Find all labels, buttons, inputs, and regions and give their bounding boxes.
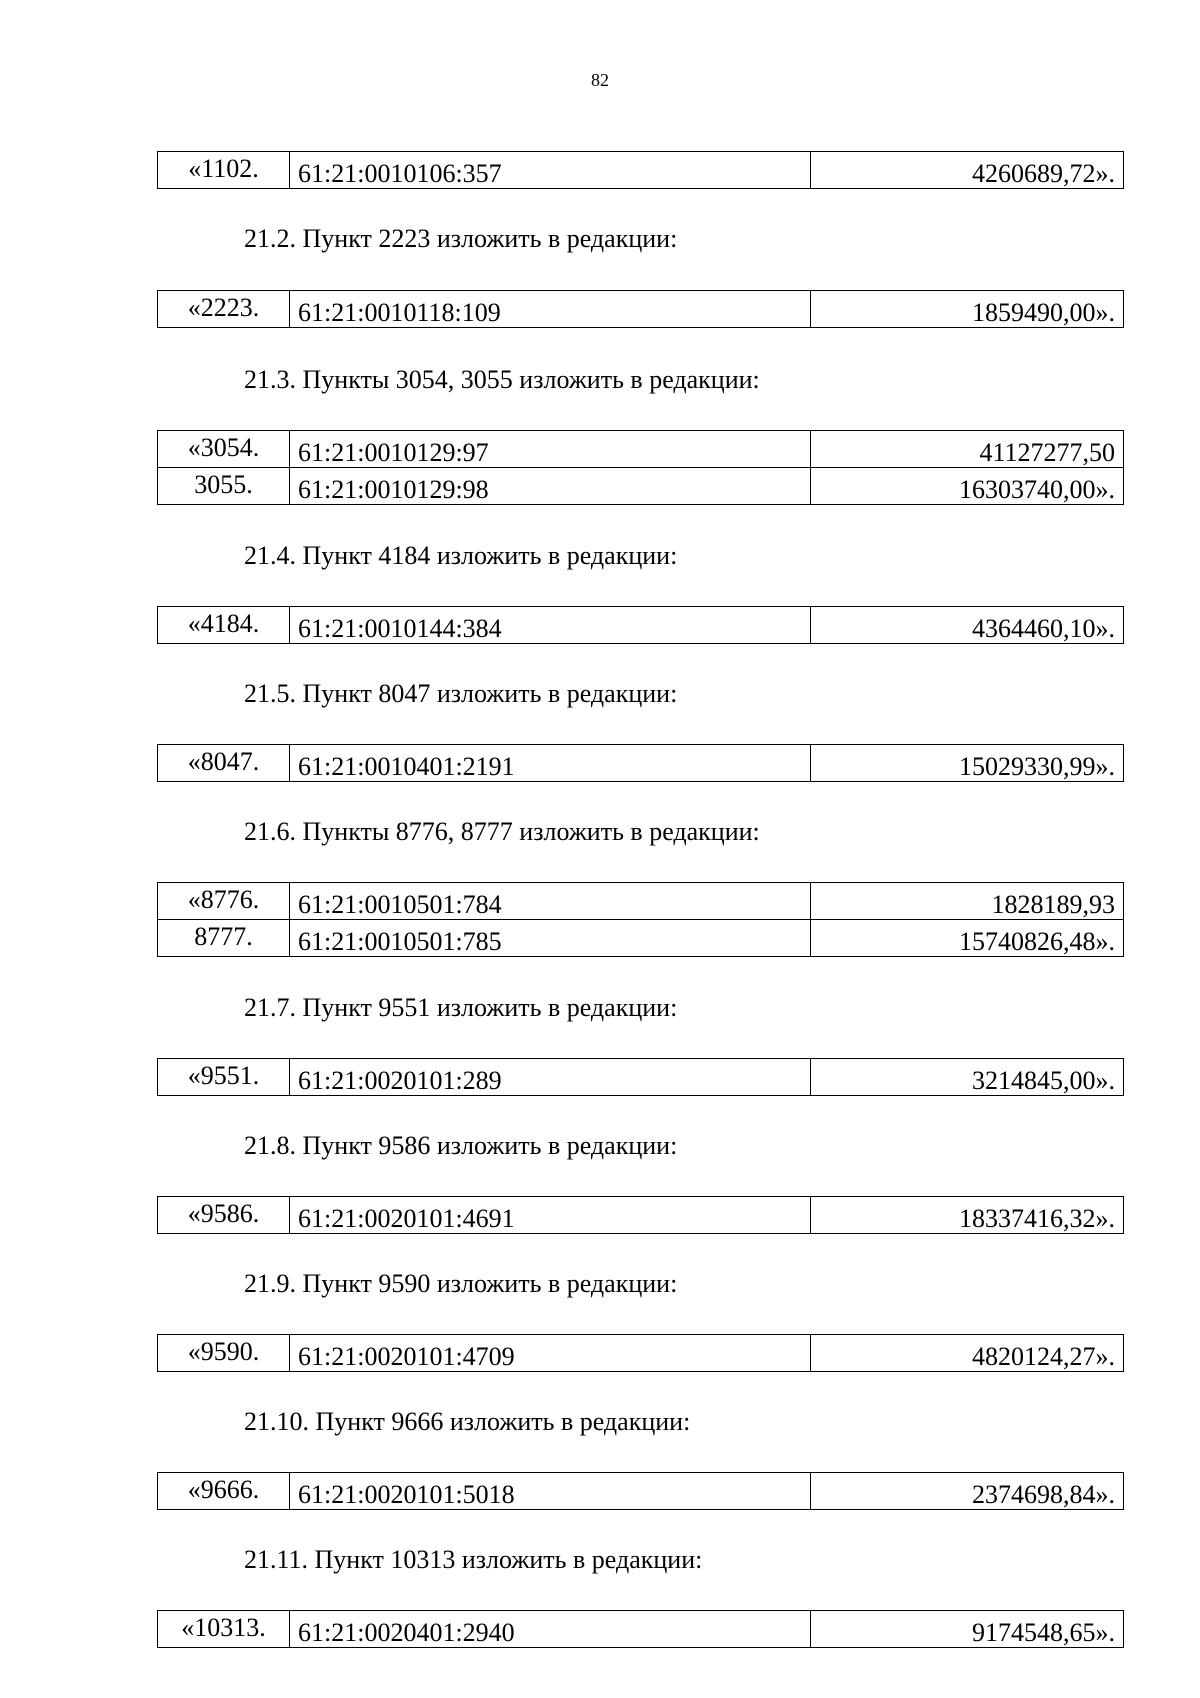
item-number-cell: «9586.	[158, 1197, 290, 1234]
cadastral-number-cell: 61:21:0010129:97	[290, 431, 811, 468]
cadastral-value-cell: 4820124,27».	[811, 1335, 1124, 1372]
section-21-6	[157, 817, 1123, 956]
item-number-cell: «2223.	[158, 291, 290, 328]
section-21-5	[157, 679, 1123, 781]
section-21-11	[157, 1545, 1123, 1647]
cadastral-table	[157, 882, 1124, 957]
section-21-4	[157, 541, 1123, 643]
item-number-cell: 3055.	[158, 468, 290, 505]
section-21-9	[157, 1269, 1123, 1371]
section-21-8	[157, 1131, 1123, 1233]
section-21-2	[157, 224, 1123, 327]
cadastral-table	[157, 1058, 1124, 1096]
table-row	[158, 1335, 1124, 1372]
cadastral-value-cell: 4364460,10».	[811, 607, 1124, 644]
item-number-cell: 8777.	[158, 920, 290, 957]
cadastral-number-cell: 61:21:0010501:784	[290, 883, 811, 920]
item-number-cell: «1102.	[158, 152, 290, 189]
item-number-cell: «8047.	[158, 745, 290, 782]
table-row	[158, 468, 1124, 505]
section-heading: 21.5. Пункт 8047 изложить в редакции:	[244, 679, 678, 708]
cadastral-value-cell: 9174548,65».	[811, 1611, 1124, 1648]
item-number-cell: «3054.	[158, 431, 290, 468]
table-row	[158, 431, 1124, 468]
table-row	[158, 883, 1124, 920]
table-row	[158, 291, 1124, 328]
section-21-7	[157, 993, 1123, 1095]
section-heading: 21.11. Пункт 10313 изложить в редакции:	[244, 1545, 703, 1574]
cadastral-table	[157, 290, 1124, 328]
table-row	[158, 152, 1124, 189]
cadastral-number-cell: 61:21:0020101:5018	[290, 1473, 811, 1510]
cadastral-number-cell: 61:21:0010501:785	[290, 920, 811, 957]
cadastral-number-cell: 61:21:0020101:4691	[290, 1197, 811, 1234]
cadastral-number-cell: 61:21:0020101:4709	[290, 1335, 811, 1372]
table-row	[158, 920, 1124, 957]
cadastral-table	[157, 606, 1124, 644]
table-row	[158, 745, 1124, 782]
item-number-cell: «10313.	[158, 1611, 290, 1648]
section-21-3	[157, 365, 1123, 504]
cadastral-value-cell: 15029330,99».	[811, 745, 1124, 782]
cadastral-table	[157, 1196, 1124, 1234]
cadastral-number-cell: 61:21:0010401:2191	[290, 745, 811, 782]
cadastral-table	[157, 1610, 1124, 1648]
cadastral-value-cell: 3214845,00».	[811, 1059, 1124, 1096]
item-number-cell: «8776.	[158, 883, 290, 920]
cadastral-value-cell: 1859490,00».	[811, 291, 1124, 328]
cadastral-table	[157, 151, 1124, 189]
table-row	[158, 1197, 1124, 1234]
cadastral-table	[157, 1472, 1124, 1510]
cadastral-value-cell: 1828189,93	[811, 883, 1124, 920]
page-number: 82	[591, 70, 609, 90]
cadastral-number-cell: 61:21:0010118:109	[290, 291, 811, 328]
section-heading: 21.2. Пункт 2223 изложить в редакции:	[244, 224, 678, 253]
cadastral-number-cell: 61:21:0010129:98	[290, 468, 811, 505]
table-row	[158, 607, 1124, 644]
cadastral-value-cell: 4260689,72».	[811, 152, 1124, 189]
section-heading: 21.10. Пункт 9666 изложить в редакции:	[244, 1407, 691, 1436]
section-heading: 21.3. Пункты 3054, 3055 изложить в редакции:	[244, 365, 760, 394]
section-heading: 21.6. Пункты 8776, 8777 изложить в редакции:	[244, 817, 760, 846]
table-row	[158, 1473, 1124, 1510]
cadastral-table	[157, 1334, 1124, 1372]
cadastral-number-cell: 61:21:0020401:2940	[290, 1611, 811, 1648]
cadastral-value-cell: 16303740,00».	[811, 468, 1124, 505]
item-number-cell: «9551.	[158, 1059, 290, 1096]
cadastral-value-cell: 18337416,32».	[811, 1197, 1124, 1234]
section-heading: 21.8. Пункт 9586 изложить в редакции:	[244, 1131, 678, 1160]
cadastral-value-cell: 15740826,48».	[811, 920, 1124, 957]
table-row	[158, 1611, 1124, 1648]
cadastral-value-cell: 2374698,84».	[811, 1473, 1124, 1510]
item-number-cell: «9590.	[158, 1335, 290, 1372]
cadastral-table	[157, 430, 1124, 505]
cadastral-number-cell: 61:21:0010144:384	[290, 607, 811, 644]
cadastral-number-cell: 61:21:0020101:289	[290, 1059, 811, 1096]
section-21-10	[157, 1407, 1123, 1509]
table-row	[158, 1059, 1124, 1096]
section-heading: 21.9. Пункт 9590 изложить в редакции:	[244, 1269, 678, 1298]
cadastral-number-cell: 61:21:0010106:357	[290, 152, 811, 189]
section-heading: 21.4. Пункт 4184 изложить в редакции:	[244, 541, 678, 570]
section-heading: 21.7. Пункт 9551 изложить в редакции:	[244, 993, 678, 1022]
item-number-cell: «9666.	[158, 1473, 290, 1510]
cadastral-value-cell: 41127277,50	[811, 431, 1124, 468]
cadastral-table	[157, 744, 1124, 782]
item-number-cell: «4184.	[158, 607, 290, 644]
